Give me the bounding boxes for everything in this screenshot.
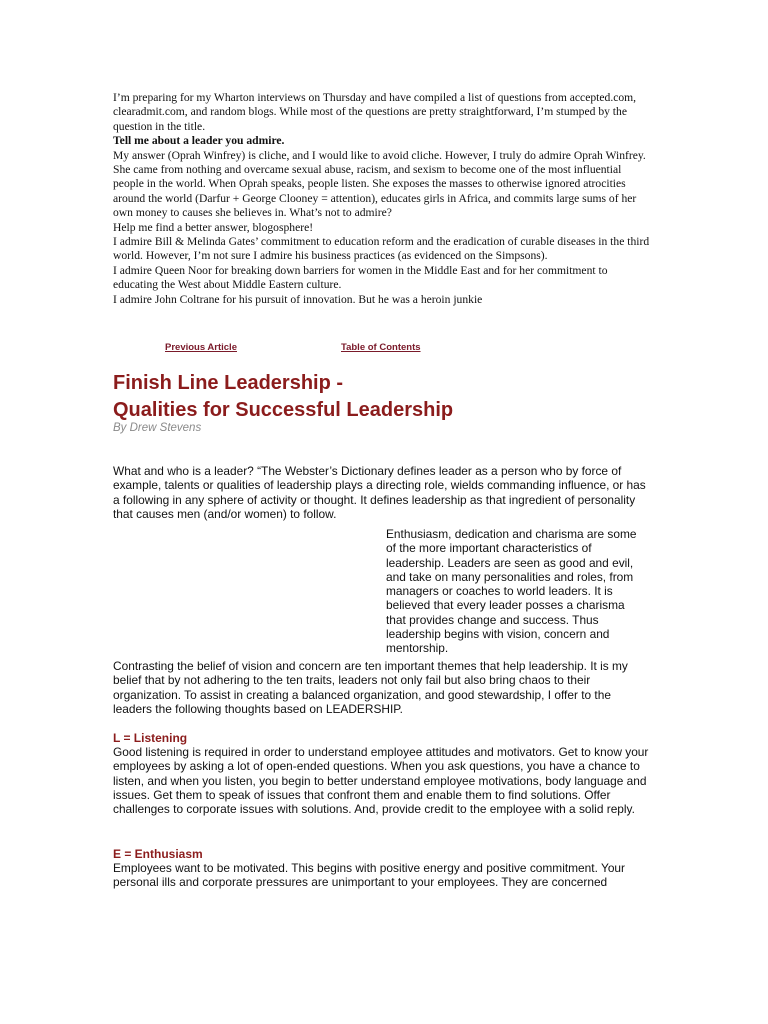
blog-paragraph: I’m preparing for my Wharton interviews on Thursday and have compiled a list of questions from accepted.com, clearadmit.com, and random blogs. While most of the questions are pretty straightforward, I’m stumped by the question in the title. [113,91,637,133]
section-body-enthusiasm: Employees want to be motivated. This begins with positive energy and positive commitment. Your personal ills and corporate pressures are unimportant to your employees. They are concerned [113,861,626,890]
blog-paragraph: I admire Queen Noor for breaking down barriers for women in the Middle East and for her commitment to educating the West about Middle Eastern culture. [113,263,608,292]
table-of-contents-link[interactable]: Table of Contents [341,342,421,353]
article-title-line2: Qualities for Successful Leadership [113,399,454,421]
article-intro: What and who is a leader? “The Webster’s Dictionary defines leader as a person who by force of example, talents or qualities of leadership plays a directing role, wields commanding influence, or has a following in any sphere of activity or thought. It defines leadership as that ingredient of personality that causes men (and/or women) to follow. [113,464,646,521]
section-heading-listening: L = Listening [113,731,188,745]
blog-paragraph: My answer (Oprah Winfrey) is cliche, and I would like to avoid cliche. However, I truly do admire Oprah Winfrey. She came from nothing and overcame sexual abuse, racism, and sexism to become one of the most influential people in the world. When Oprah speaks, people listen. She exposes the masses to otherwise ignored atrocities around the world (Darfur + George Clooney = attention), educates girls in Africa, and commits large sums of her own money to causes she believes in. What’s not to admire? [113,148,646,220]
section-heading-enthusiasm: E = Enthusiasm [113,847,203,861]
blog-post [113,91,653,307]
article-byline: By Drew Stevens [113,422,202,434]
article-side-text: Enthusiasm, dedication and charisma are some of the more important characteristics of leadership. Leaders are seen as good and evil, and take on many personalities and roles, from managers or coaches to world leaders. It is believed that every leader posses a charisma that provides change and success. Thus leadership begins with vision, concern and mentorship. [386,527,637,656]
article-title-line1: Finish Line Leadership - [113,372,344,394]
blog-paragraph: I admire Bill & Melinda Gates’ commitment to education reform and the eradication of curable diseases in the third world. However, I’m not sure I admire his business practices (as evidenced on the Simpsons). [113,235,650,263]
article-contrast: Contrasting the belief of vision and concern are ten important themes that help leadership. It is my belief that by not adhering to the ten traits, leaders not only fail but also bring chaos to their organization. To assist in creating a balanced organization, and good stewardship, I offer to the leaders the following thoughts based on LEADERSHIP. [113,659,628,716]
section-body-listening: Good listening is required in order to understand employee attitudes and motivators. Get to know your employees by asking a lot of open-ended questions. When you ask questions, you have a chance to listen, and when you listen, you begin to better understand employee motivations, body language and issues. Get them to speak of issues that confront them and enable them to find solutions. Offer challenges to corporate issues with solutions. And, provide credit to the employee with a solid reply. [113,745,649,817]
previous-article-link[interactable]: Previous Article [165,342,237,353]
blog-paragraph: I admire John Coltrane for his pursuit of innovation. But he was a heroin junkie [113,292,483,306]
blog-question: Tell me about a leader you admire. [113,134,285,148]
article-title [113,370,633,424]
blog-paragraph: Help me find a better answer, blogosphere! [113,220,314,234]
